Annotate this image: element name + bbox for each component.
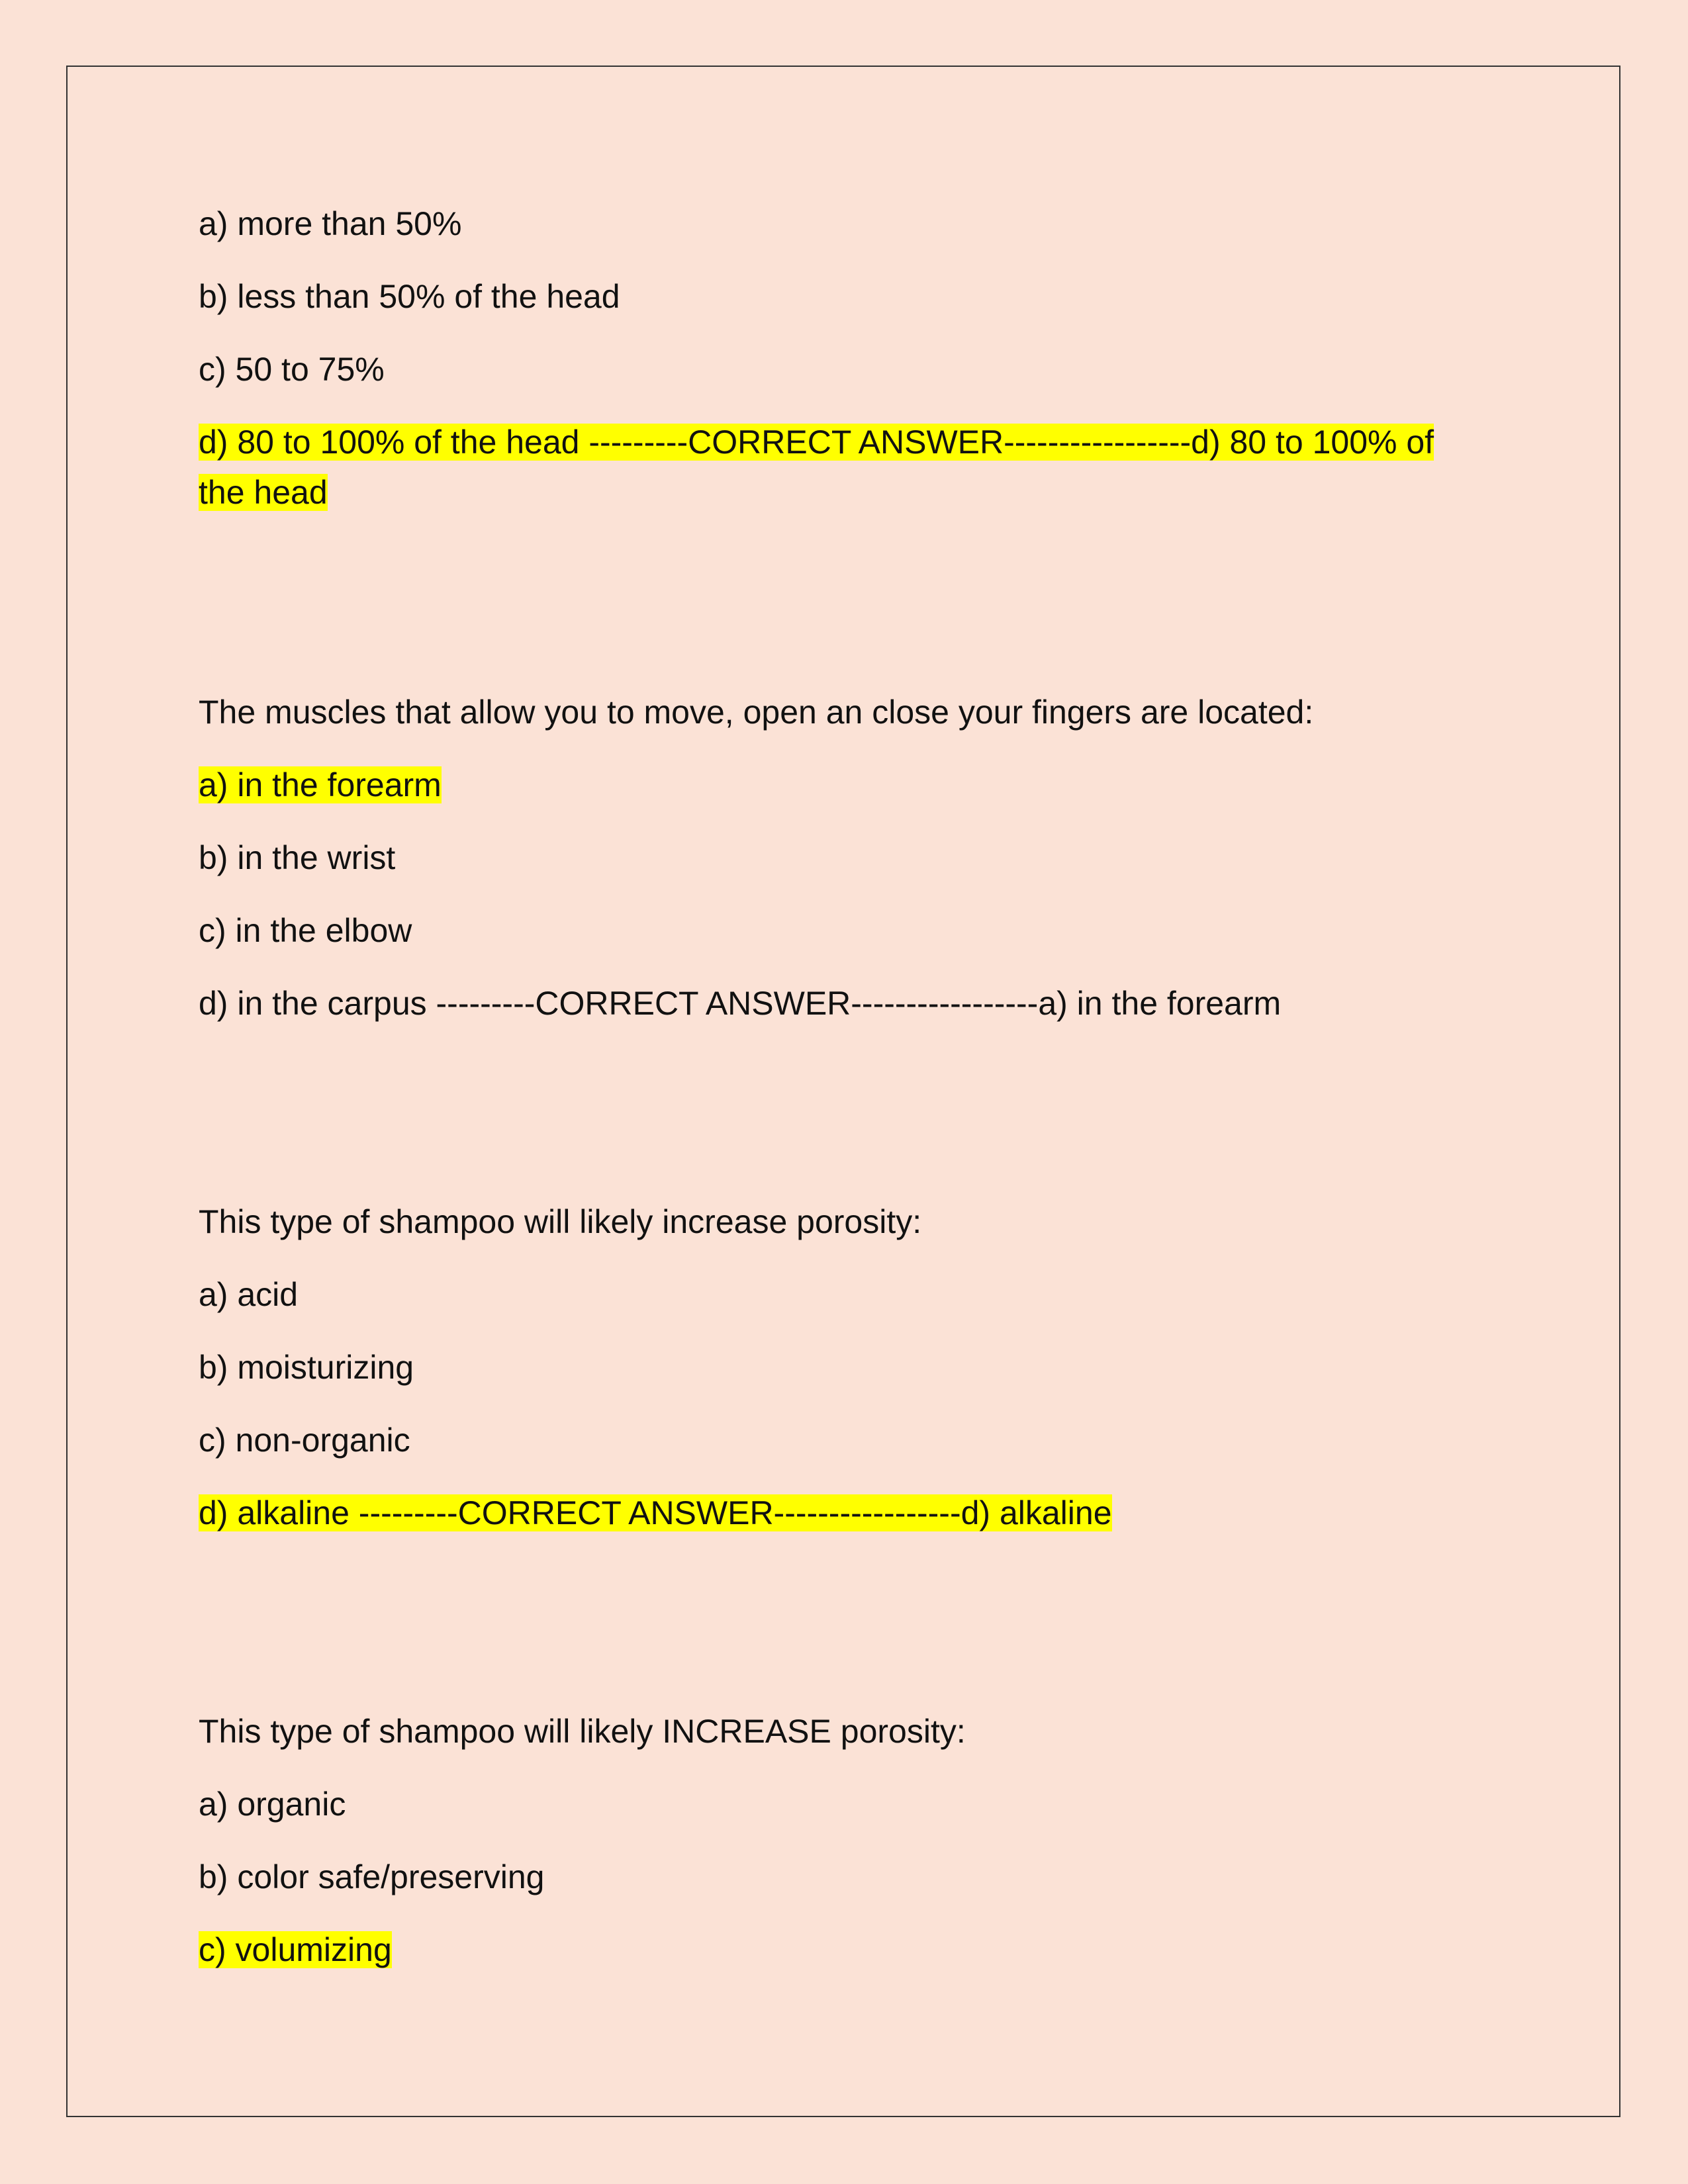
q4-option-b-text: b) color safe/preserving — [199, 1858, 545, 1895]
q2-prompt-text: The muscles that allow you to move, open an close your fingers are located: — [199, 694, 1314, 731]
q3-option-a — [199, 1269, 298, 1320]
q1-option-b-text: b) less than 50% of the head — [199, 278, 620, 315]
q4-option-b — [199, 1852, 544, 1902]
q3-prompt — [199, 1197, 921, 1247]
q2-option-c — [199, 905, 412, 956]
q3-prompt-text: This type of shampoo will likely increase porosity: — [199, 1203, 922, 1240]
q1-option-c — [199, 344, 385, 394]
q1-option-c-text: c) 50 to 75% — [199, 351, 385, 388]
q1-option-a-text: a) more than 50% — [199, 205, 462, 242]
q4-option-a — [199, 1779, 346, 1829]
q1-option-d-highlighted — [199, 417, 1483, 518]
q1-option-a — [199, 199, 461, 249]
q2-option-d-text: d) in the carpus ---------CORRECT ANSWER-----------------a) in the forearm — [199, 985, 1282, 1022]
q4-option-a-text: a) organic — [199, 1786, 346, 1823]
q4-option-c-highlighted — [199, 1925, 392, 1975]
q2-option-b-text: b) in the wrist — [199, 839, 396, 876]
q3-option-d-text: d) alkaline ---------CORRECT ANSWER-----------------d) alkaline — [199, 1494, 1112, 1531]
q3-option-c-text: c) non-organic — [199, 1422, 410, 1459]
q4-prompt-text: This type of shampoo will likely INCREASE porosity: — [199, 1713, 966, 1750]
q2-option-a-text: a) in the forearm — [199, 766, 442, 803]
q3-option-b-text: b) moisturizing — [199, 1349, 414, 1386]
q4-prompt — [199, 1706, 966, 1756]
q3-option-a-text: a) acid — [199, 1276, 299, 1313]
q1-option-b — [199, 271, 620, 322]
q2-option-d — [199, 978, 1281, 1028]
q2-option-b — [199, 833, 395, 883]
q3-option-d-highlighted — [199, 1488, 1112, 1538]
q4-option-c-text: c) volumizing — [199, 1931, 392, 1968]
q1-option-d-text: d) 80 to 100% of the head ---------CORRECT ANSWER-----------------d) 80 to 100% of the head — [199, 424, 1434, 511]
q3-option-c — [199, 1415, 410, 1465]
q2-prompt — [199, 687, 1313, 737]
q2-option-c-text: c) in the elbow — [199, 912, 412, 949]
q3-option-b — [199, 1342, 414, 1392]
q2-option-a-highlighted — [199, 760, 442, 810]
